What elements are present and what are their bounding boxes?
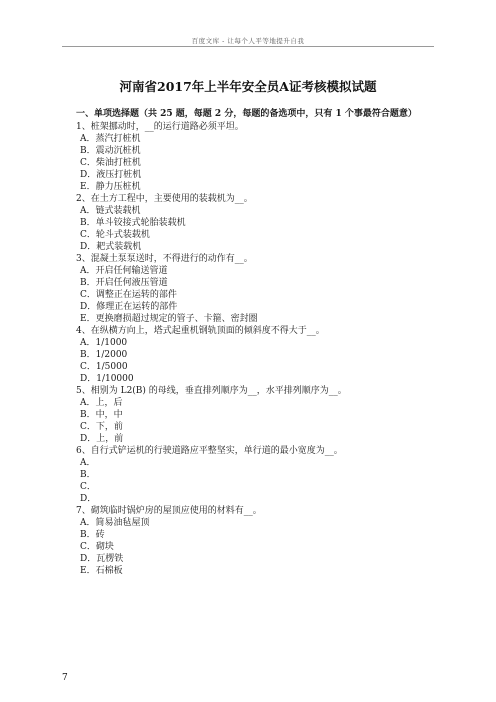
answer-option: A．蒸汽打桩机 (80, 134, 141, 144)
question-text: 3、混凝土泵泵送时，不得进行的动作有__。 (76, 254, 253, 264)
answer-option: B．单斗铰接式轮胎装载机 (80, 218, 186, 228)
question-text: 5、相别为 L2(B) 的母线，垂直排列顺序为__，水平排列顺序为__。 (76, 386, 347, 396)
question-list (76, 121, 426, 577)
answer-option: D．耙式装载机 (80, 242, 142, 252)
answer-option: C．调整正在运转的部件 (80, 290, 177, 300)
answer-option: C． (80, 482, 96, 492)
answer-option: D．修理正在运转的部件 (80, 302, 178, 312)
answer-option: B．砖 (80, 530, 105, 540)
question-text: 2、在土方工程中，主要使用的装载机为__。 (76, 194, 253, 204)
answer-option: D．液压打桩机 (80, 170, 142, 180)
answer-option: A．链式装载机 (80, 206, 141, 216)
answer-option: D． (80, 494, 97, 504)
answer-option: A．简易油毡屋顶 (80, 518, 150, 528)
answer-option: B．开启任何液压管道 (80, 278, 168, 288)
question-text: 7、砌筑临时锅炉房的屋顶应使用的材料有__。 (76, 506, 262, 516)
answer-option: A．开启任何输送管道 (80, 266, 168, 276)
answer-option: A． (80, 458, 96, 468)
question-text: 1、桩架挪动时，__的运行道路必须平坦。 (76, 122, 244, 132)
answer-option: C．1/5000 (80, 362, 128, 372)
answer-option: B． (80, 470, 96, 480)
answer-option: D．瓦楞铁 (80, 554, 124, 564)
answer-option: E．石棉板 (80, 566, 123, 576)
section-heading: 一、单项选择题（共 25 题，每题 2 分，每题的备选项中，只有 1 个事最符合题意） (76, 109, 417, 119)
answer-option: A．上，后 (80, 398, 123, 408)
header-divider (62, 46, 434, 47)
answer-option: B．中，中 (80, 410, 123, 420)
page-number: 7 (62, 673, 68, 683)
answer-option: C．轮斗式装载机 (80, 230, 150, 240)
page-header: 百度文库 - 让每个人平等地提升自我 (191, 37, 305, 45)
answer-option: D．1/10000 (80, 374, 134, 384)
answer-option: E．更换磨损超过规定的管子、卡箍、密封圈 (80, 314, 258, 324)
answer-option: C．柴油打桩机 (80, 158, 141, 168)
answer-option: A．1/1000 (80, 338, 128, 348)
page-title: 河南省2017年上半年安全员A证考核模拟试题 (119, 79, 377, 94)
answer-option: B．1/2000 (80, 350, 128, 360)
question-text: 6、自行式铲运机的行驶道路应平整坚实，单行道的最小宽度为__。 (76, 446, 343, 456)
answer-option: D．上，前 (80, 434, 124, 444)
answer-option: B．震动沉桩机 (80, 146, 141, 156)
question-text: 4、在纵横方向上，塔式起重机钢轨顶面的倾斜度不得大于__。 (76, 326, 325, 336)
answer-option: C．下，前 (80, 422, 123, 432)
answer-option: E．静力压桩机 (80, 182, 141, 192)
answer-option: C．砌块 (80, 542, 114, 552)
document-body (76, 108, 426, 577)
